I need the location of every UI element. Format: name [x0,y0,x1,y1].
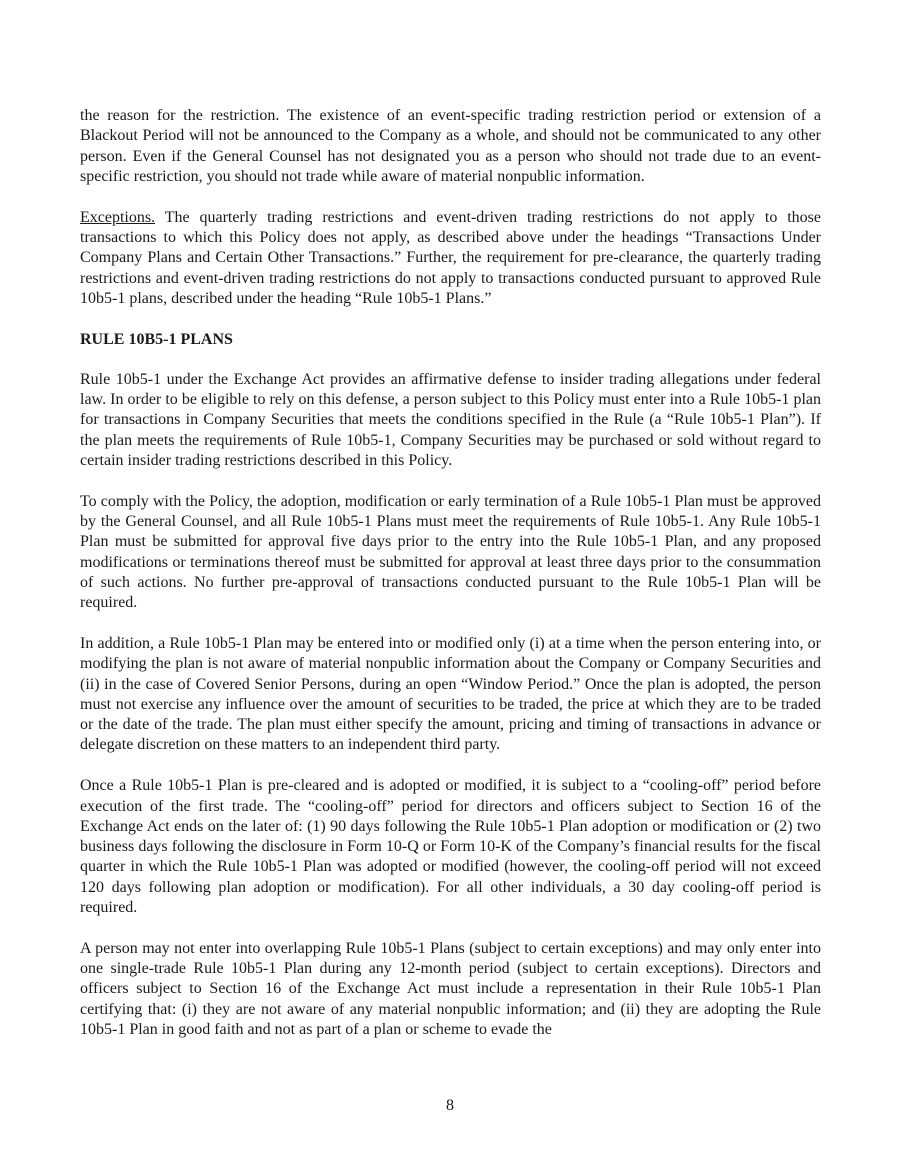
paragraph-event-restriction: the reason for the restriction. The existence of an event-specific trading restriction period or extension of a Blackout Period will not be announced to the Company as a whole, and should not be communicated to any other person. Even if the General Counsel has not designated you as a person who should not trade due to an event-specific restriction, you should not trade while aware of material nonpublic information. [80,107,821,185]
section-heading-rule-10b5-1: RULE 10B5-1 PLANS [80,330,233,348]
paragraph-approval: To comply with the Policy, the adoption, modification or early termination of a Rule 10b5-1 Plan must be approved by the General Counsel, and all Rule 10b5-1 Plans must meet the requirements of Rule 10b5-1. Any Rule 10b5-1 Plan must be submitted for approval five days prior to the entry into the Rule 10b5-1 Plan, and any proposed modifications or terminations thereof must be submitted for approval at least three days prior to the consummation of such actions. No further pre-approval of transactions conducted pursuant to the Rule 10b5-1 Plan will be required. [80,492,821,612]
paragraph-exceptions [80,208,821,309]
exceptions-text: The quarterly trading restrictions and event-driven trading restrictions do not apply to those transactions to which this Policy does not apply, as described above under the headings “Transactions Under Company Plans and Certain Other Transactions.” Further, the requirement for pre-clearance, the quarterly trading restrictions and event-driven trading restrictions do not apply to transactions conducted pursuant to approved Rule 10b5-1 plans, described under the heading “Rule 10b5-1 Plans.” [80,208,821,307]
document-page [80,106,821,1061]
exceptions-label: Exceptions. [80,208,156,226]
paragraph-entry-conditions: In addition, a Rule 10b5-1 Plan may be entered into or modified only (i) at a time when the person entering into, or modifying the plan is not aware of material nonpublic information about the Company or Company Securities and (ii) in the case of Covered Senior Persons, during an open “Window Period.” Once the plan is adopted, the person must not exercise any influence over the amount of securities to be traded, the price at which they are to be traded or the date of the trade. The plan must either specify the amount, pricing and timing of transactions in advance or delegate discretion on these matters to an independent third party. [80,634,821,754]
paragraph-rule-overview: Rule 10b5-1 under the Exchange Act provides an affirmative defense to insider trading allegations under federal law. In order to be eligible to rely on this defense, a person subject to this Policy must enter into a Rule 10b5-1 plan for transactions in Company Securities that meets the conditions specified in the Rule (a “Rule 10b5-1 Plan”). If the plan meets the requirements of Rule 10b5-1, Company Securities may be purchased or sold without regard to certain insider trading restrictions described in this Policy. [80,370,821,469]
paragraph-overlapping-plans: A person may not enter into overlapping Rule 10b5-1 Plans (subject to certain exceptions) and may only enter into one single-trade Rule 10b5-1 Plan during any 12-month period (subject to certain exceptions). Directors and officers subject to Section 16 of the Exchange Act must include a representation in their Rule 10b5-1 Plan certifying that: (i) they are not aware of any material nonpublic information; and (ii) they are adopting the Rule 10b5-1 Plan in good faith and not as part of a plan or scheme to evade the [80,939,821,1038]
paragraph-cooling-off: Once a Rule 10b5-1 Plan is pre-cleared and is adopted or modified, it is subject to a “cooling-off” period before execution of the first trade. The “cooling-off” period for directors and officers subject to Section 16 of the Exchange Act ends on the later of: (1) 90 days following the Rule 10b5-1 Plan adoption or modification or (2) two business days following the disclosure in Form 10-Q or Form 10-K of the Company’s financial results for the fiscal quarter in which the Rule 10b5-1 Plan was adopted or modified (however, the cooling-off period will not exceed 120 days following plan adoption or modification). For all other individuals, a 30 day cooling-off period is required. [80,777,821,916]
page-number: 8 [446,1097,454,1114]
